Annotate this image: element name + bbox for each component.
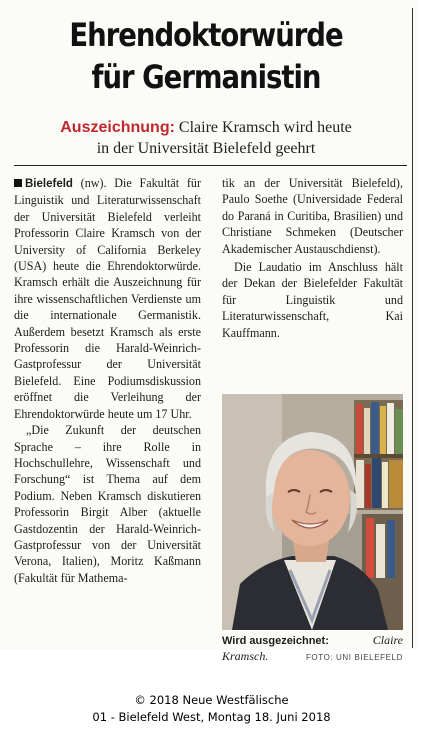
kicker-label: Auszeichnung: [60, 119, 175, 136]
caption-name-1: Claire [372, 633, 403, 647]
portrait-image [222, 394, 403, 630]
paragraph-1-text: Die Fakultät für Linguistik und Literaturwissenschaft der Universität Bielefeld verleiht Professorin Claire Kramsch von der University of California Berkeley (USA) heute die Ehrendoktorwürde. Kramsch erhält die Auszeichnung für ihre wissenschaftlichen Verdienste um die internationale Germanistik. Außerdem besetzt Kramsch als erste Professorin die Harald-Weinrich-Gastprofessur der Universität Bielefeld. Eine Podiumsdiskussion eröffnet die Verleihung der Ehrendoktorwürde heute um 17 Uhr. [14, 176, 201, 421]
paragraph-2-continued: tik an der Universität Bielefeld), Paulo Soethe (Universidade Federal do Paraná in Curitiba, Brasilien) und Christiane Schmeken (Deutscher Akademischer Austauschdienst). [222, 176, 403, 256]
column-rule [412, 8, 413, 648]
source-footer [0, 692, 423, 726]
copyright-line: © 2018 Neue Westfälische [134, 693, 289, 707]
article-column-1 [14, 175, 201, 586]
caption-lead: Wird ausgezeichnet: [222, 635, 329, 647]
agency-tag: (nw). [72, 176, 107, 190]
dateline: Bielefeld [25, 178, 73, 190]
headline-line-2: für Germanistin [91, 58, 321, 96]
portrait-photo [222, 394, 403, 630]
headline-divider [14, 165, 407, 166]
headline-line-1: Ehrendoktorwürde [69, 16, 343, 54]
article-column-2 [222, 175, 403, 341]
photo-credit: FOTO: UNI BIELEFELD [305, 653, 403, 662]
edition-line: 01 - Bielefeld West, Montag 18. Juni 2018 [92, 710, 331, 724]
paragraph-1 [14, 175, 201, 422]
caption-name-2: Kramsch. [222, 649, 269, 663]
article-headline [29, 14, 383, 98]
article-subheadline [0, 117, 412, 159]
subhead-line-1: Claire Kramsch wird heute [174, 119, 352, 136]
paragraph-2: „Die Zukunft der deutschen Sprache – ihre Rolle in Hochschullehre, Wissenschaft und Forschung“ ist Thema auf dem Podium. Neben Kramsch diskutieren Professorin Birgit Alber (aktuelle Gastdozentin der Harald-Weinrich-Gastprofessur von der Universität Verona, Italien), Moritz Kaßmann (Fakultät für Mathema- [14, 423, 201, 585]
dateline-square-icon [14, 179, 22, 187]
subhead-line-2: in der Universität Bielefeld geehrt [96, 140, 316, 157]
paragraph-3: Die Laudatio im Anschluss hält der Dekan der Bielefelder Fakultät für Linguistik und Literaturwissenschaft, Kai Kauffmann. [222, 260, 403, 340]
photo-caption [222, 633, 403, 665]
